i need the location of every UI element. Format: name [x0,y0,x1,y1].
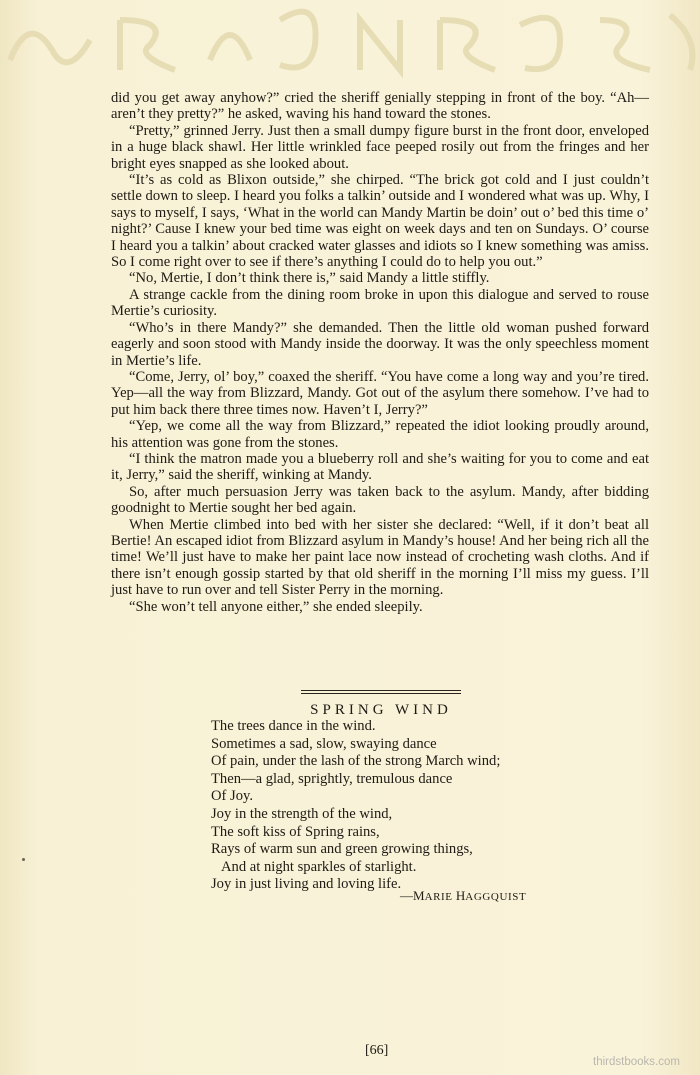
poem-title: SPRING WIND [310,702,452,718]
paragraph: A strange cackle from the dining room broke in upon this dialogue and served to rouse Mertie’s curiosity. [111,286,649,320]
section-divider [301,693,461,694]
poem-line: Of pain, under the lash of the strong March wind; [211,753,501,770]
page-number: [66] [365,1043,389,1058]
ornament-lettering-icon [0,0,700,80]
poem-line: The trees dance in the wind. [211,718,376,734]
poem-line: Of Joy. [211,788,254,805]
poem-line: And at night sparkles of starlight. [221,858,417,875]
paragraph: “I think the matron made you a blueberry roll and she’s waiting for you to come and eat it, Jerry,” said the sheriff, winking at Mandy. [111,450,649,484]
author-last-rest: AGGQUIST [465,891,527,903]
margin-speck [22,858,25,861]
author-first-initial: M [413,888,425,903]
poem-line: The soft kiss of Spring rains, [211,823,380,840]
watermark: thirdstbooks.com [593,1056,680,1068]
paragraph: “She won’t tell anyone either,” she ended sleepily. [129,598,423,615]
paragraph: “No, Mertie, I don’t think there is,” said Mandy a little stiffly. [129,270,490,287]
paragraph: “Who’s in there Mandy?” she demanded. Then the little old woman pushed forward eagerly and soon stood with Mandy inside the doorway. It was the only speechless moment in Mertie’s life. [111,319,649,369]
author-dash: — [400,888,413,903]
poem-author [400,888,526,904]
story-text [111,90,649,615]
author-last-initial: H [455,888,466,903]
paragraph: “Come, Jerry, ol’ boy,” coaxed the sheriff. “You have come a long way and you’re tired. Yep—all the way from Blizzard, Mandy. Got out of the asylum there somehow. I’ve had to put him back there three times now. Haven’t I, Jerry?” [111,368,649,418]
paragraph: When Mertie climbed into bed with her sister she declared: “Well, if it don’t beat all Bertie! An escaped idiot from Blizzard asylum in Mandy’s house! And her being rich all the time! We’ll just have to make her paint lace now instead of crocheting wash cloths. And if there isn’t enough gossip started by that old sheriff in the morning I’ll miss my guess. I’ll just have to run over and tell Sister Perry in the morning. [111,516,649,599]
paragraph: “It’s as cold as Blixon outside,” she chirped. “The brick got cold and I just couldn’t settle down to sleep. I heard you folks a talkin’ outside and I wondered what was up. Why, I says to myself, I says, ‘What in the world can Mandy Martin be doin’ out o’ bed this time o’ night?’ Cause I knew your bed time was eight on week days and ten on Sundays. O’ course I heard you a talkin’ about cracked water glasses and idiots so I knew something was amiss. So I come right over to see if there’s anything I could do to help you out.” [111,172,649,271]
poem-line: Rays of warm sun and green growing things, [211,841,473,858]
poem-line: Then—a glad, sprightly, tremulous dance [211,770,453,787]
paragraph: “Pretty,” grinned Jerry. Just then a small dumpy figure burst in the front door, enveloped in a huge black shawl. Her little wrinkled face peeped rosily out from the fringes and her bright eyes snapped as she looked about. [111,122,649,172]
paragraph: did you get away anyhow?” cried the sheriff genially stepping in front of the boy. “Ah—aren’t they pretty?” he asked, waving his hand toward the stones. [111,90,649,123]
paragraph: “Yep, we come all the way from Blizzard,” repeated the idiot looking proudly around, his attention was gone from the stones. [111,418,649,451]
paragraph: So, after much persuasion Jerry was taken back to the asylum. Mandy, after bidding goodnight to Mertie sought her bed again. [111,483,649,517]
poem-line: Joy in just living and loving life. [211,876,402,893]
poem-line: Joy in the strength of the wind, [211,805,393,822]
section-divider [301,690,461,691]
poem-body [211,718,631,894]
poem-line: Sometimes a sad, slow, swaying dance [211,735,437,752]
decorative-header-ornament [0,0,700,80]
author-first-rest: ARIE [424,891,453,903]
